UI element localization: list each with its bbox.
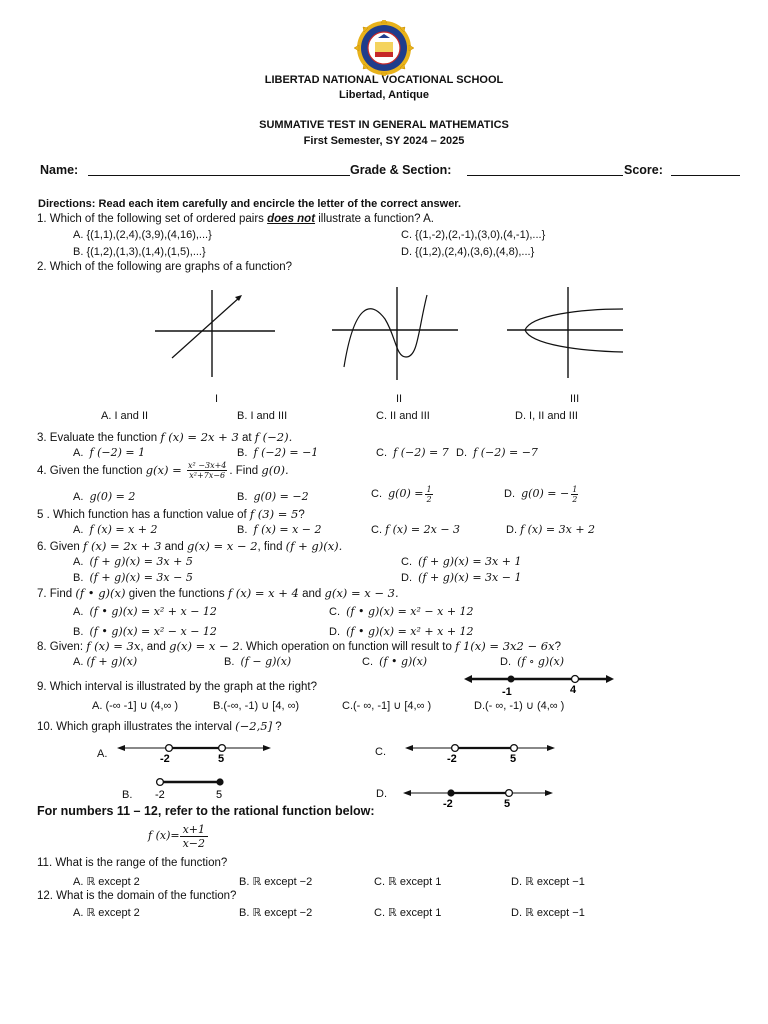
- q4-choice-c-lhs: g(0) =: [388, 487, 424, 500]
- q4-choice-d-fraction: [571, 485, 578, 504]
- question-6: [37, 539, 342, 553]
- q8-choice-a[interactable]: A. (f + g)(x): [73, 655, 138, 668]
- q4-choice-d-num: 1: [572, 484, 578, 494]
- q5-choice-d[interactable]: D. f (x) = 3x + 2: [506, 523, 596, 536]
- q3-choice-d[interactable]: D. f (−2) = −7: [456, 446, 538, 459]
- q10-stem-math: (−2,5]: [235, 719, 273, 733]
- q10-stem-pre: 10. Which graph illustrates the interval: [37, 721, 236, 733]
- q7-f: f (x) = x + 4: [227, 586, 299, 600]
- q4-g: g(x) =: [145, 463, 182, 477]
- graph-label-i: I: [215, 393, 219, 405]
- q10-b-tick-neg2: -2: [155, 789, 165, 801]
- directions: Directions: Read each item carefully and encircle the letter of the correct answer.: [38, 198, 462, 210]
- q10-graph-b: [150, 774, 230, 804]
- q4-choice-d-lhs: g(0) = −: [521, 487, 570, 500]
- question-9: 9. Which interval is illustrated by the graph at the right?: [37, 681, 317, 693]
- q3-choice-a[interactable]: A. f (−2) = 1: [73, 446, 146, 459]
- q10-label-d[interactable]: D.: [376, 788, 387, 800]
- q9-choice-c[interactable]: C.(- ∞, -1] ∪ [4,∞ ): [342, 700, 432, 712]
- question-2: 2. Which of the following are graphs of a function?: [37, 261, 293, 273]
- q3-choice-a-text: f (−2) = 1: [89, 446, 146, 459]
- q8-stem-post: ?: [554, 641, 561, 653]
- q10-b-tick-5: 5: [216, 789, 223, 801]
- question-1: [37, 213, 434, 225]
- q4-choice-c[interactable]: C. g(0) = $\frac{1}{2}$: [371, 484, 432, 504]
- q7-choice-a[interactable]: A. (f • g)(x) = x² + x − 12: [73, 605, 217, 618]
- question-4: [37, 460, 289, 481]
- q4-choice-b[interactable]: B. g(0) = −2: [237, 490, 309, 503]
- q4-stem-post: . Find: [229, 465, 262, 477]
- q11-choice-b[interactable]: B. ℝ except −2: [239, 876, 313, 888]
- q9-number-line: [460, 670, 618, 698]
- name-field[interactable]: [88, 175, 350, 176]
- q5-choice-c-text: f (x) = 2x − 3: [385, 523, 461, 536]
- q4-choice-a[interactable]: A. g(0) = 2: [73, 490, 136, 503]
- q1-emphasis: does not: [267, 213, 316, 225]
- q5-choice-a-text: f (x) = x + 2: [89, 523, 158, 536]
- q5-choice-b-text: f (x) = x − 2: [253, 523, 322, 536]
- q1-choice-c[interactable]: C. {(1,-2),(2,-1),(3,0),(4,-1),...}: [401, 229, 546, 241]
- q3-choice-c-text: f (−2) = 7: [393, 446, 449, 459]
- q11-choice-a[interactable]: A. ℝ except 2: [73, 876, 140, 888]
- q8-choice-d[interactable]: D. (f ∘ g)(x): [500, 655, 564, 668]
- test-title: SUMMATIVE TEST IN GENERAL MATHEMATICS: [259, 119, 509, 131]
- q4-choice-d-den: 2: [572, 494, 578, 504]
- q9-tick-4: 4: [570, 684, 577, 696]
- q8-choice-c[interactable]: C. (f • g)(x): [362, 655, 428, 668]
- question-10: [37, 719, 282, 733]
- q5-choice-b[interactable]: B. f (x) = x − 2: [237, 523, 322, 536]
- q5-choice-a[interactable]: A. f (x) = x + 2: [73, 523, 158, 536]
- q10-label-b[interactable]: B.: [122, 789, 133, 801]
- q3-choice-d-text: f (−2) = −7: [473, 446, 538, 459]
- q4-choice-b-text: g(0) = −2: [253, 490, 309, 503]
- q3-stem-pre: 3. Evaluate the function: [37, 432, 161, 444]
- q12-choice-c[interactable]: C. ℝ except 1: [374, 907, 442, 919]
- q8-g: g(x) = x − 2: [169, 639, 240, 653]
- graph-label-ii: II: [396, 393, 403, 405]
- q11-choice-c[interactable]: C. ℝ except 1: [374, 876, 442, 888]
- q3-choice-c[interactable]: C. f (−2) = 7: [376, 446, 449, 459]
- q9-tick-neg1: -1: [502, 686, 512, 698]
- q4-choice-d[interactable]: D. g(0) = − $\frac{1}{2}$: [504, 484, 578, 504]
- q6-choice-d-text: (f + g)(x) = 3x − 1: [418, 571, 522, 584]
- question-7: [37, 586, 399, 600]
- school-location: Libertad, Antique: [338, 89, 430, 101]
- q3-stem-mid: at: [238, 432, 255, 444]
- score-label: Score:: [624, 163, 663, 177]
- q11-choice-d[interactable]: D. ℝ except −1: [511, 876, 585, 888]
- q7-choice-c[interactable]: C. (f • g)(x) = x² − x + 12: [329, 605, 474, 618]
- q10-stem-post: ?: [272, 721, 282, 733]
- q7-stem-mid: given the functions: [125, 588, 228, 600]
- q7-choice-d-text: (f • g)(x) = x² + x + 12: [346, 625, 474, 638]
- q3-choice-b-text: f (−2) = −1: [253, 446, 319, 459]
- question-11: 11. What is the range of the function?: [37, 857, 228, 869]
- q1-choice-b[interactable]: B. {(1,2),(1,3),(1,4),(1,5),...}: [73, 246, 206, 258]
- q9-choice-d[interactable]: D.(- ∞, -1) ∪ (4,∞ ): [474, 700, 565, 712]
- q5-choice-d-text: f (x) = 3x + 2: [520, 523, 596, 536]
- q7-g: g(x) = x − 3.: [324, 586, 399, 600]
- q3-function: f (x) = 2x + 3: [160, 430, 239, 444]
- q2-choice-b[interactable]: B. I and III: [237, 410, 288, 422]
- q7-choice-c-text: (f • g)(x) = x² − x + 12: [346, 605, 474, 618]
- q2-choice-a[interactable]: A. I and II: [101, 410, 149, 422]
- q8-stem-pre: 8. Given:: [37, 641, 87, 653]
- q6-choice-a[interactable]: A. (f + g)(x) = 3x + 5: [73, 555, 193, 568]
- q6-choice-b[interactable]: B. (f + g)(x) = 3x − 5: [73, 571, 193, 584]
- q10-graph-d: [400, 785, 556, 811]
- q6-find: , find: [257, 541, 286, 553]
- grade-section-field[interactable]: [467, 175, 623, 176]
- q10-d-tick-neg2: -2: [443, 798, 453, 810]
- q6-choice-b-text: (f + g)(x) = 3x − 5: [89, 571, 193, 584]
- school-seal-logo: [346, 20, 422, 76]
- semester: First Semester, SY 2024 – 2025: [303, 135, 465, 147]
- graph-label-iii: III: [570, 393, 580, 405]
- q5-choice-c[interactable]: C. f (x) = 2x − 3: [371, 523, 461, 536]
- q3-argument: f (−2).: [254, 430, 293, 444]
- q8-choice-b-text: (f − g)(x): [240, 655, 292, 668]
- q7-and: and: [298, 588, 325, 600]
- name-label: Name:: [40, 163, 79, 177]
- score-field[interactable]: [671, 175, 740, 176]
- q10-a-tick-5: 5: [218, 753, 225, 765]
- q4-stem-pre: 4. Given the function: [37, 465, 146, 477]
- q7-stem-pre: 7. Find: [37, 588, 76, 600]
- q6-stem-pre: 6. Given: [37, 541, 84, 553]
- q10-c-tick-neg2: -2: [447, 753, 457, 765]
- q8-stem-mid: . Which operation on function will result to: [239, 641, 456, 653]
- q5-stem-math: f (3) = 5: [249, 507, 299, 521]
- q4-find: g(0).: [261, 463, 289, 477]
- q8-target: f 1(x) = 3x2 − 6x: [455, 639, 555, 653]
- q1-stem-post: illustrate a function? A.: [315, 213, 434, 225]
- q6-choice-c-text: (f + g)(x) = 3x + 1: [418, 555, 522, 568]
- q10-label-a[interactable]: A.: [97, 748, 108, 760]
- q8-and: , and: [140, 641, 170, 653]
- question-12: 12. What is the domain of the function?: [37, 890, 237, 902]
- school-name: LIBERTAD NATIONAL VOCATIONAL SCHOOL: [264, 74, 504, 86]
- q6-f: f (x) = 2x + 3: [83, 539, 162, 553]
- q12-choice-d[interactable]: D. ℝ except −1: [511, 907, 585, 919]
- q4-choice-c-num: 1: [426, 484, 432, 494]
- q10-graph-a: [114, 740, 274, 766]
- q8-choice-d-text: (f ∘ g)(x): [517, 655, 564, 668]
- q4-denominator: x²+7x−6: [189, 471, 226, 481]
- q4-fraction: [187, 461, 227, 480]
- q8-choice-c-text: (f • g)(x): [379, 655, 428, 668]
- q10-c-tick-5: 5: [510, 753, 517, 765]
- q1-choice-d[interactable]: D. {(1,2),(2,4),(3,6),(4,8),...}: [401, 246, 535, 258]
- graph-iii-parabola: [505, 285, 635, 381]
- q7-choice-b-text: (f • g)(x) = x² − x − 12: [89, 625, 217, 638]
- q12-choice-a[interactable]: A. ℝ except 2: [73, 907, 140, 919]
- rational-function: [148, 822, 208, 850]
- q4-choice-a-text: g(0) = 2: [89, 490, 136, 503]
- q6-g: g(x) = x − 2: [187, 539, 258, 553]
- q3-choice-b[interactable]: B. f (−2) = −1: [237, 446, 319, 459]
- graph-ii-cubic: [330, 285, 460, 381]
- q12-choice-b[interactable]: B. ℝ except −2: [239, 907, 313, 919]
- q6-and: and: [161, 541, 187, 553]
- q7-choice-d[interactable]: D. (f • g)(x) = x² + x + 12: [329, 625, 474, 638]
- q10-label-c[interactable]: C.: [375, 746, 386, 758]
- rational-numerator: x+1: [180, 823, 208, 837]
- rational-fraction: [180, 823, 208, 850]
- q8-choice-a-text: (f + g)(x): [86, 655, 138, 668]
- q6-choice-c[interactable]: C. (f + g)(x) = 3x + 1: [401, 555, 522, 568]
- q8-f: f (x) = 3x: [86, 639, 141, 653]
- q1-stem-pre: 1. Which of the following set of ordered pairs: [37, 213, 268, 225]
- q4-choice-c-fraction: [425, 485, 432, 504]
- q1-choice-a[interactable]: A. {(1,1),(2,4),(3,9),(4,16),...}: [73, 229, 212, 241]
- q6-choice-d[interactable]: D. (f + g)(x) = 3x − 1: [401, 571, 522, 584]
- q6-choice-a-text: (f + g)(x) = 3x + 5: [89, 555, 193, 568]
- question-8: [37, 639, 561, 653]
- q4-choice-c-den: 2: [426, 494, 432, 504]
- rational-intro: For numbers 11 – 12, refer to the rational function below:: [37, 804, 375, 818]
- rational-lhs: f (x)=: [148, 829, 180, 842]
- q7-target: (f • g)(x): [75, 586, 126, 600]
- q5-stem-pre: 5 . Which function has a function value of: [37, 509, 250, 521]
- grade-section-label: Grade & Section:: [350, 163, 452, 177]
- question-3: [37, 430, 292, 444]
- q2-choice-c[interactable]: C. II and III: [376, 410, 430, 422]
- q6-target: (f + g)(x).: [285, 539, 343, 553]
- q10-d-tick-5: 5: [504, 798, 511, 810]
- q2-choice-d[interactable]: D. I, II and III: [515, 410, 578, 422]
- q9-choice-a[interactable]: A. (-∞ -1] ∪ (4,∞ ): [92, 700, 179, 712]
- rational-denominator: x−2: [182, 836, 205, 850]
- q10-graph-c: [402, 740, 558, 766]
- q5-stem-post: ?: [298, 509, 305, 521]
- q7-choice-a-text: (f • g)(x) = x² + x − 12: [89, 605, 217, 618]
- graph-i-linear: [150, 285, 280, 381]
- q7-choice-b[interactable]: B. (f • g)(x) = x² − x − 12: [73, 625, 217, 638]
- q4-numerator: x² −3x+4: [188, 461, 227, 471]
- q10-a-tick-neg2: -2: [160, 753, 170, 765]
- q8-choice-b[interactable]: B. (f − g)(x): [224, 655, 292, 668]
- q9-choice-b[interactable]: B.(-∞, -1) ∪ [4, ∞): [213, 700, 300, 712]
- question-5: [37, 507, 305, 521]
